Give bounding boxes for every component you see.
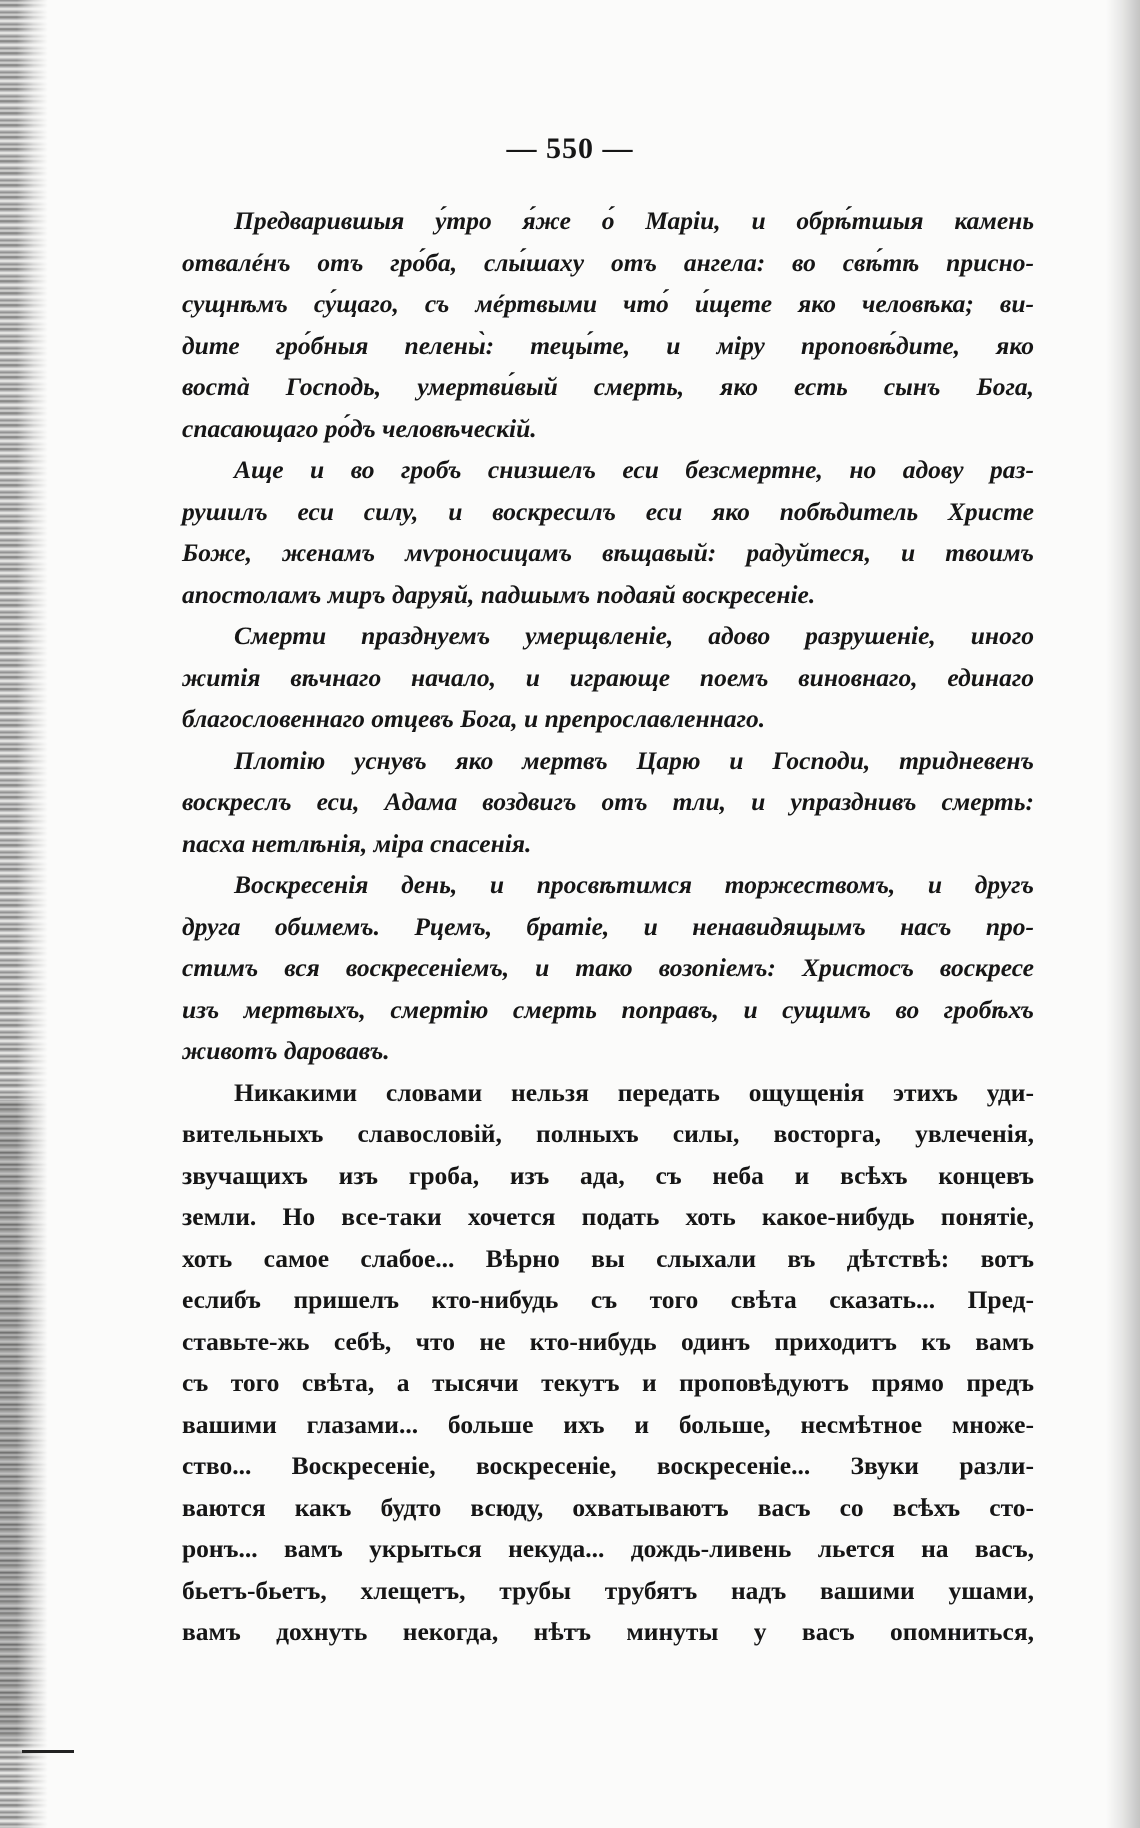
stanza-line: изъ мертвыхъ, смертію смерть поправъ, и сущимъ во гробѣхъ xyxy=(182,994,1034,1024)
stanza-1 xyxy=(182,200,1034,449)
stanza-line: отвалéнъ отъ гро́ба, слы́шаху отъ ангела: во свѣ́тѣ присно- xyxy=(182,247,1034,277)
stanza-line: Воскресенія день, и просвѣтимся торжествомъ, и другъ xyxy=(234,870,1034,899)
scan-bottom-mark xyxy=(22,1750,74,1753)
stanza-line: Смерти празднуемъ умерщвленіе, адово разрушеніе, иного xyxy=(234,621,1034,650)
stanza-line: спасающаго ро́дъ человѣческій. xyxy=(182,413,537,443)
hymn-stanzas xyxy=(182,200,1034,1072)
stanza-line: сущнѣмъ су́щаго, съ мéртвыми что́ и́щете яко человѣка; ви- xyxy=(182,289,1034,318)
stanza-5 xyxy=(182,864,1034,1072)
page-number: — 550 — xyxy=(506,132,634,165)
page-text xyxy=(182,200,1034,1653)
scan-page-shadow xyxy=(1106,0,1140,1828)
prose-line: ваются какъ будто всюду, охватываютъ васъ со всѣхъ сто- xyxy=(182,1492,1034,1522)
scan-binding-edge-lower xyxy=(0,1100,48,1740)
stanza-line: Аще и во гробъ снизшелъ еси безсмертне, но адову раз- xyxy=(234,455,1034,484)
prose-line: звучащихъ изъ гроба, изъ ада, съ неба и всѣхъ концевъ xyxy=(182,1160,1034,1190)
stanza-line: животъ даровавъ. xyxy=(182,1036,390,1065)
stanza-line: стимъ вся воскресеніемъ, и тако возопіемъ: Христосъ воскресе xyxy=(182,953,1034,982)
stanza-2 xyxy=(182,449,1034,615)
prose-paragraph xyxy=(182,1072,1034,1653)
stanza-line: апостоламъ миръ даруяй, падшымъ подаяй воскресеніе. xyxy=(182,579,816,609)
prose-line: ставьте-жь себѣ, что не кто-нибудь одинъ приходитъ къ вамъ xyxy=(182,1326,1034,1356)
prose-line: хоть самое слабое... Вѣрно вы слыхали въ дѣтствѣ: вотъ xyxy=(182,1243,1034,1273)
stanza-line: друга обимемъ. Рцемъ, братіе, и ненавидящымъ насъ про- xyxy=(182,911,1034,941)
prose-line: ство... Воскресеніе, воскресеніе, воскресеніе... Звуки разли- xyxy=(182,1451,1034,1480)
prose-line: вительныхъ славословій, полныхъ силы, восторга, увлеченія, xyxy=(182,1119,1034,1148)
prose-line: еслибъ пришелъ кто-нибудь съ того свѣта сказать... Пред- xyxy=(182,1285,1034,1314)
prose-line: вамъ дохнуть некогда, нѣтъ минуты у васъ опомниться, xyxy=(182,1617,1034,1646)
stanza-line: востà Господь, умертви́вый смерть, яко есть сынъ Бога, xyxy=(182,372,1034,401)
prose-line: съ того свѣта, а тысячи текутъ и проповѣдуютъ прямо предъ xyxy=(182,1368,1034,1397)
stanza-4 xyxy=(182,740,1034,865)
prose-line: Никакими словами нельзя передать ощущенія этихъ уди- xyxy=(234,1077,1034,1107)
stanza-line: рушилъ еси силу, и воскресилъ еси яко побѣдитель Христе xyxy=(182,496,1034,526)
prose-line: бьетъ-бьетъ, хлещетъ, трубы трубятъ надъ вашими ушами, xyxy=(182,1575,1034,1605)
prose-line: вашими глазами... больше ихъ и больше, несмѣтное множе- xyxy=(182,1409,1034,1439)
stanza-line: житія вѣчнаго начало, и играюще поемъ виновнаго, единаго xyxy=(182,662,1034,692)
stanza-line: Предварившыя у́тро я́же о́ Маріи, и обрѣ́тшыя камень xyxy=(234,206,1034,235)
stanza-line: Плотію уснувъ яко мертвъ Царю и Господи, тридневенъ xyxy=(234,745,1034,775)
prose-line: ронъ... вамъ укрыться некуда... дождь-ливень льется на васъ, xyxy=(182,1534,1034,1563)
stanza-line: пасха нетлѣнія, міра спасенія. xyxy=(182,828,532,858)
stanza-line: Боже, женамъ мѵроносицамъ вѣщавый: радуйтеся, и твоимъ xyxy=(182,538,1034,567)
prose-line: земли. Но все-таки хочется подать хоть какое-нибудь понятіе, xyxy=(182,1202,1034,1231)
stanza-line: благословеннаго отцевъ Бога, и препрославленнаго. xyxy=(182,704,766,733)
stanza-line: воскреслъ еси, Адама воздвигъ отъ тли, и упразднивъ смерть: xyxy=(182,787,1034,816)
stanza-line: дите гро́бныя пелены̀: тецы́те, и міру проповѣ́дите, яко xyxy=(182,330,1034,360)
stanza-3 xyxy=(182,615,1034,740)
